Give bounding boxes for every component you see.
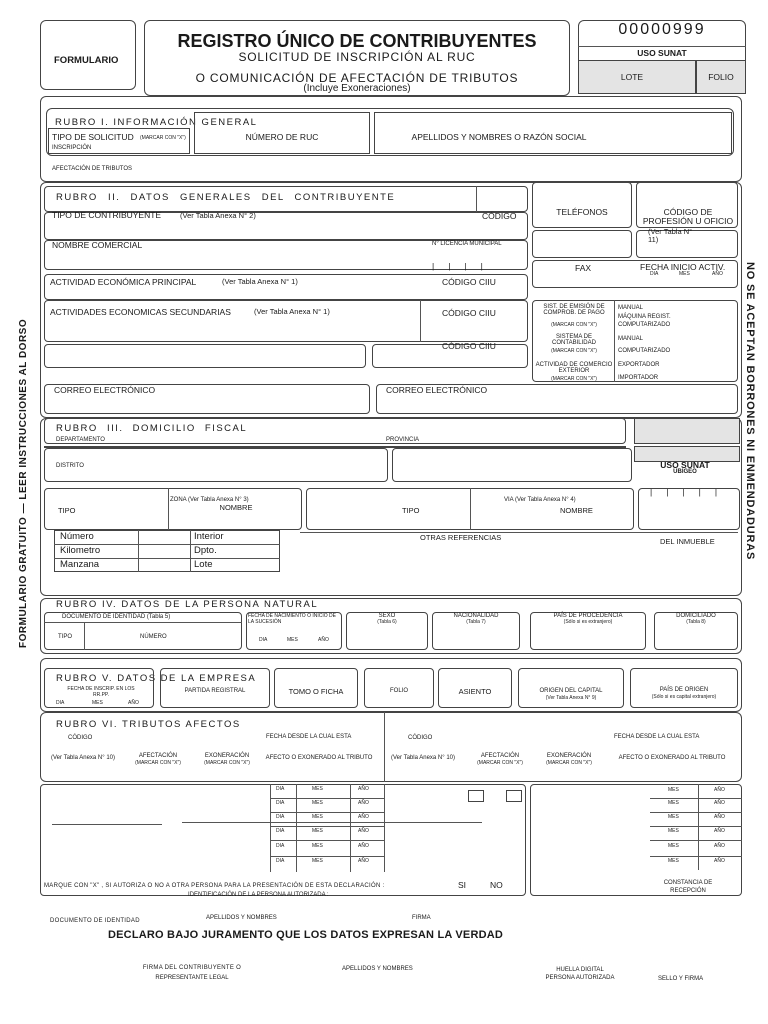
- tipo-contribuyente-tabla: (Ver Tabla Anexa N° 2): [180, 211, 256, 220]
- fecha-inicio-ano: AÑO: [712, 271, 723, 277]
- c-row4-ano: AÑO: [714, 828, 725, 834]
- pais-origen-label: PAÍS DE ORIGEN: [659, 687, 709, 693]
- c-row3-mes: MES: [668, 814, 679, 820]
- correo-1-label: CORREO ELECTRÓNICO: [54, 385, 156, 395]
- row4-dia: DIA: [276, 828, 285, 834]
- telefonos-label: TELÉFONOS: [556, 207, 608, 217]
- lote-label: LOTE: [620, 72, 644, 82]
- licencia-municipal-label: N° LICENCIA MUNICIPAL: [432, 241, 502, 247]
- contabilidad-marcar: (MARCAR CON "X"): [551, 348, 597, 354]
- inscrip-mes: MES: [92, 700, 103, 706]
- rubro4-title: RUBRO IV. DATOS DE LA PERSONA NATURAL: [56, 599, 319, 610]
- uso-sunat-shaded-1: [634, 418, 740, 444]
- c-row4-mes: MES: [668, 828, 679, 834]
- pais-procedencia-label: PAÍS DE PROCEDENCIA: [553, 613, 623, 619]
- codigo-ciiu-2: CÓDIGO CIIU: [442, 308, 496, 318]
- codigo-profesion-label: CÓDIGO DE PROFESIÓN U OFICIO: [642, 207, 734, 226]
- otras-referencias-label: OTRAS REFERENCIAS: [420, 533, 502, 542]
- tributos-row-4: [270, 840, 384, 841]
- ubigeo-label: UBIGEO: [673, 469, 697, 475]
- footer-firma: FIRMA: [412, 915, 431, 921]
- folio-label: FOLIO: [389, 688, 408, 694]
- c-row2-mes: MES: [668, 800, 679, 806]
- exoneracion-right-marcar: (MARCAR CON "X"): [546, 760, 592, 766]
- huella-digital: HUELLA DIGITAL: [556, 967, 604, 973]
- telefono-2-field[interactable]: [532, 230, 632, 258]
- codigo-right: CÓDIGO: [408, 735, 433, 741]
- fecha-inicio-dia: DIA: [650, 271, 659, 277]
- fecha-inicio-label: FECHA INICIO ACTIV.: [640, 262, 726, 272]
- comercio-exterior-label: ACTIVIDAD DE COMERCIO EXTERIOR: [535, 362, 613, 375]
- via-tipo-label: TIPO: [402, 506, 420, 515]
- afectacion-left: AFECTACIÓN: [138, 753, 178, 759]
- ubigeo-ticks: |||||: [650, 487, 732, 497]
- footer-apellidos-2: APELLIDOS Y NOMBRES: [342, 966, 413, 972]
- serial-number: 00000999: [618, 21, 706, 38]
- nacionalidad-label: NACIONALIDAD: [453, 613, 499, 619]
- via-nombre-label: NOMBRE: [560, 506, 593, 515]
- sexo-label: SEXO: [378, 613, 396, 619]
- fax-label: FAX: [574, 263, 592, 273]
- zona-divider: [168, 488, 169, 530]
- row3-ano: AÑO: [358, 814, 369, 820]
- codigo-left: CÓDIGO: [68, 735, 93, 741]
- side-text-left: FORMULARIO GRATUITO — LEER INSTRUCCIONES AL DORSO: [18, 318, 29, 648]
- sist-emision-marcar: (MARCAR CON "X"): [551, 322, 597, 328]
- c-row2-ano: AÑO: [714, 800, 725, 806]
- fecha-desde-left: FECHA DESDE LA CUAL ESTA: [266, 734, 352, 740]
- row5-ano: AÑO: [358, 843, 369, 849]
- via-label: VIA (Ver Tabla Anexa N° 4): [504, 497, 576, 503]
- autoriza-text: MARQUE CON "X" , SI AUTORIZA O NO A OTRA PERSONA PARA LA PRESENTACIÓN DE ESTA DECLARACIÓN :: [44, 883, 385, 889]
- row3-dia: DIA: [276, 814, 285, 820]
- afectacion-label: AFECTACIÓN DE TRIBUTOS: [52, 166, 133, 172]
- distrito-label: DISTRITO: [56, 463, 84, 469]
- row1-mes: MES: [312, 786, 323, 792]
- sist-emision-label: SIST. DE EMISIÓN DE COMPROB. DE PAGO: [543, 304, 605, 317]
- sistema-divider: [614, 300, 615, 382]
- distrito-2-field[interactable]: [392, 448, 632, 482]
- c-row5-mes: MES: [668, 843, 679, 849]
- actividad-terciaria-field[interactable]: [44, 344, 366, 368]
- licencia-ticks: ||||: [432, 261, 497, 271]
- actividad-principal-tabla: (Ver Tabla Anexa N° 1): [222, 277, 298, 286]
- secundarias-divider: [420, 300, 421, 342]
- domiciliado-label: DOMICILIADO: [676, 613, 716, 619]
- kilometro-label: Kilometro: [60, 545, 101, 556]
- constancia-r3: [650, 826, 742, 827]
- constancia-r4: [650, 840, 742, 841]
- identificacion-autorizada: IDENTIFICACIÓN DE LA PERSONA AUTORIZADA :: [188, 892, 329, 898]
- afecto-right: AFECTO O EXONERADO AL TRIBUTO: [618, 755, 726, 761]
- manzana-label: Manzana: [60, 559, 100, 570]
- nac-ano: AÑO: [318, 637, 329, 643]
- inscrip-ano: AÑO: [128, 700, 139, 706]
- c-row1-mes: MES: [668, 787, 679, 793]
- form-subtitle-3: (Incluye Exoneraciones): [303, 83, 411, 94]
- sexo-tabla: (Tabla 6): [377, 619, 397, 625]
- tributos-row-2: [270, 812, 384, 813]
- representante-legal: REPRESENTANTE LEGAL: [155, 975, 229, 981]
- constancia-label: CONSTANCIA DE RECEPCIÓN: [663, 880, 713, 895]
- afectacion-left-marcar: (MARCAR CON "X"): [135, 760, 181, 766]
- dpto-label: Dpto.: [194, 545, 217, 556]
- afectacion-right-marcar: (MARCAR CON "X"): [477, 760, 523, 766]
- constancia-v1: [698, 784, 699, 870]
- row4-mes: MES: [312, 828, 323, 834]
- rubro3-title: RUBRO III. DOMICILIO FISCAL: [56, 423, 248, 434]
- tabla10-right: (Ver Tabla Anexa N° 10): [391, 755, 455, 761]
- fecha-inicio-mes: MES: [679, 271, 690, 277]
- row2-mes: MES: [312, 800, 323, 806]
- codigo-ciiu-1: CÓDIGO CIIU: [442, 277, 496, 287]
- departamento-label: DEPARTAMENTO: [56, 437, 105, 443]
- sist-manual[interactable]: MANUAL: [618, 305, 644, 311]
- row1-dia: DIA: [276, 786, 285, 792]
- asiento-label: ASIENTO: [458, 687, 492, 696]
- tabla10-left: (Ver Tabla Anexa N° 10): [51, 755, 115, 761]
- zona-tipo-label: TIPO: [58, 506, 76, 515]
- zona-label: ZONA (Ver Tabla Anexa N° 3): [170, 497, 249, 503]
- lote-label: Lote: [194, 559, 213, 570]
- afectacion-right: AFECTACIÓN: [480, 753, 520, 759]
- numero-ruc-label: NÚMERO DE RUC: [245, 132, 319, 142]
- tipo-contribuyente-label: TIPO DE CONTRIBUYENTE: [52, 210, 162, 220]
- documento-line: [44, 622, 242, 623]
- nac-dia: DIA: [259, 637, 268, 643]
- tributos-left-line-1: [52, 824, 162, 825]
- tributos-row-5: [270, 856, 384, 857]
- c-row5-ano: AÑO: [714, 843, 725, 849]
- checkbox-afectacion[interactable]: [468, 790, 484, 802]
- nac-mes: MES: [287, 637, 298, 643]
- tipo-solicitud-label: TIPO DE SOLICITUD: [52, 132, 134, 142]
- row6-mes: MES: [312, 858, 323, 864]
- row1-ano: AÑO: [358, 786, 369, 792]
- comercio-marcar: (MARCAR CON "X"): [551, 376, 597, 382]
- actividades-secundarias-tabla: (Ver Tabla Anexa N° 1): [254, 307, 330, 316]
- tipo-contribuyente-codigo: CÓDIGO: [482, 211, 517, 221]
- ver-tabla-11-label: (Ver Tabla N° 11): [648, 227, 693, 245]
- origen-capital-tabla: (Ver Tabla Anexa N° 9): [545, 695, 597, 701]
- actividades-secundarias-label: ACTIVIDADES ECONOMICAS SECUNDARIAS: [50, 307, 231, 317]
- row6-dia: DIA: [276, 858, 285, 864]
- exoneracion-left: EXONERACIÓN: [204, 753, 250, 759]
- razon-social-label: APELLIDOS Y NOMBRES O RAZÓN SOCIAL: [411, 132, 587, 142]
- constancia-r1: [650, 798, 742, 799]
- nacionalidad-tabla: (Tabla 7): [466, 619, 486, 625]
- formulario-label: FORMULARIO: [54, 55, 119, 66]
- exoneracion-right: EXONERACIÓN: [546, 753, 592, 759]
- side-text-right: NO SE ACEPTAN BORRONES NI ENMENDADURAS: [744, 262, 756, 561]
- inscrip-dia: DIA: [56, 700, 65, 706]
- c-row3-ano: AÑO: [714, 814, 725, 820]
- fecha-nacimiento-label: FECHA DE NACIMIENTO O INICIO DE LA SUCESIÓN: [248, 613, 336, 625]
- contab-manual[interactable]: MANUAL: [618, 336, 644, 342]
- persona-autorizada: PERSONA AUTORIZADA: [545, 975, 615, 981]
- exportador-option[interactable]: EXPORTADOR: [618, 362, 660, 368]
- documento-identidad-label: DOCUMENTO DE IDENTIDAD (Tabla 5): [62, 614, 171, 620]
- sistema-contabilidad-label: SISTEMA DE CONTABILIDAD: [552, 334, 596, 347]
- footer-documento: DOCUMENTO DE IDENTIDAD: [50, 918, 140, 924]
- rubro6-mid: [384, 712, 385, 782]
- via-divider: [470, 488, 471, 530]
- rubro2-title: RUBRO II. DATOS GENERALES DEL CONTRIBUYENTE: [56, 192, 396, 203]
- del-inmueble-label: DEL INMUEBLE: [660, 537, 715, 546]
- form-title: REGISTRO ÚNICO DE CONTRIBUYENTES: [177, 31, 537, 51]
- uso-sunat-label: USO SUNAT: [637, 48, 687, 58]
- form-subtitle-2: O COMUNICACIÓN DE AFECTACIÓN DE TRIBUTOS: [195, 71, 519, 85]
- grid-v2: [190, 530, 191, 572]
- row4-ano: AÑO: [358, 828, 369, 834]
- fecha-inscrip-label: FECHA DE INSCRIP. EN LOS RR.PP.: [67, 686, 135, 698]
- rubro6-title: RUBRO VI. TRIBUTOS AFECTOS: [56, 719, 241, 730]
- declaracion-jurada: DECLARO BAJO JURAMENTO QUE LOS DATOS EXPRESAN LA VERDAD: [108, 929, 504, 941]
- zona-nombre-label: NOMBRE: [219, 503, 253, 512]
- footer-apellidos: APELLIDOS Y NOMBRES: [206, 915, 277, 921]
- c-row6-ano: AÑO: [714, 858, 725, 864]
- actividad-principal-label: ACTIVIDAD ECONÓMICA PRINCIPAL: [50, 277, 197, 287]
- autoriza-no[interactable]: NO: [490, 880, 503, 890]
- c-row1-ano: AÑO: [714, 787, 725, 793]
- c-row6-mes: MES: [668, 858, 679, 864]
- row2-dia: DIA: [276, 800, 285, 806]
- firma-contribuyente: FIRMA DEL CONTRIBUYENTE O: [142, 965, 242, 971]
- sist-computarizado[interactable]: COMPUTARIZADO: [618, 322, 671, 328]
- tributos-row-3: [270, 826, 384, 827]
- tomo-ficha-label: TOMO O FICHA: [288, 687, 344, 696]
- rubro1-title: RUBRO I. INFORMACIÓN GENERAL: [55, 117, 258, 128]
- inscripcion-label: INSCRIPCIÓN: [52, 145, 92, 151]
- tipo-solicitud-marcar: (MARCAR CON "X"): [140, 135, 186, 141]
- correo-2-label: CORREO ELECTRÓNICO: [386, 385, 488, 395]
- domiciliado-tabla: (Tabla 8): [686, 619, 706, 625]
- partida-registral-label: PARTIDA REGISTRAL: [184, 688, 246, 694]
- tributos-left-line-2: [182, 822, 482, 823]
- distrito-field[interactable]: [44, 448, 388, 482]
- folio-label: FOLIO: [708, 72, 734, 82]
- sello-firma: SELLO Y FIRMA: [658, 976, 704, 982]
- tributos-grid-v4: [384, 784, 385, 872]
- form-subtitle: SOLICITUD DE INSCRIPCIÓN AL RUC: [238, 50, 476, 64]
- documento-numero: NÚMERO: [140, 634, 167, 640]
- serial-divider: [578, 46, 746, 47]
- autoriza-si[interactable]: SI: [458, 880, 467, 890]
- telefonos-field[interactable]: [532, 182, 632, 228]
- rubro2-title-divider: [476, 186, 477, 212]
- sist-maquina[interactable]: MÁQUINA REGIST.: [618, 314, 671, 320]
- interior-label: Interior: [194, 531, 224, 542]
- nombre-comercial-label: NOMBRE COMERCIAL: [52, 240, 143, 250]
- constancia-r2: [650, 812, 742, 813]
- exoneracion-left-marcar: (MARCAR CON "X"): [204, 760, 250, 766]
- rubro3-uso-sunat: USO SUNAT: [660, 460, 710, 470]
- rubro5-title: RUBRO V. DATOS DE LA EMPRESA: [56, 673, 257, 684]
- documento-divider: [84, 622, 85, 650]
- grid-v1: [138, 530, 139, 572]
- tributos-row-1: [270, 798, 384, 799]
- row5-dia: DIA: [276, 843, 285, 849]
- numero-label: Número: [60, 531, 94, 542]
- pais-procedencia-nota: (Sólo si es extranjero): [563, 619, 613, 625]
- row6-ano: AÑO: [358, 858, 369, 864]
- origen-capital-label: ORIGEN DEL CAPITAL: [539, 688, 603, 694]
- codigo-ciiu-3: CÓDIGO CIIU: [442, 341, 496, 351]
- checkbox-exoneracion[interactable]: [506, 790, 522, 802]
- contab-computarizado[interactable]: COMPUTARIZADO: [618, 348, 671, 354]
- pais-origen-nota: (Sólo si es capital extranjero): [651, 694, 717, 700]
- row5-mes: MES: [312, 843, 323, 849]
- provincia-label: PROVINCIA: [386, 437, 420, 443]
- row2-ano: AÑO: [358, 800, 369, 806]
- documento-tipo: TIPO: [58, 634, 73, 640]
- referencias-line: [300, 532, 738, 533]
- fecha-desde-right: FECHA DESDE LA CUAL ESTA: [614, 734, 700, 740]
- constancia-r5: [650, 856, 742, 857]
- row3-mes: MES: [312, 814, 323, 820]
- importador-option[interactable]: IMPORTADOR: [618, 375, 659, 381]
- afecto-left: AFECTO O EXONERADO AL TRIBUTO: [265, 755, 373, 761]
